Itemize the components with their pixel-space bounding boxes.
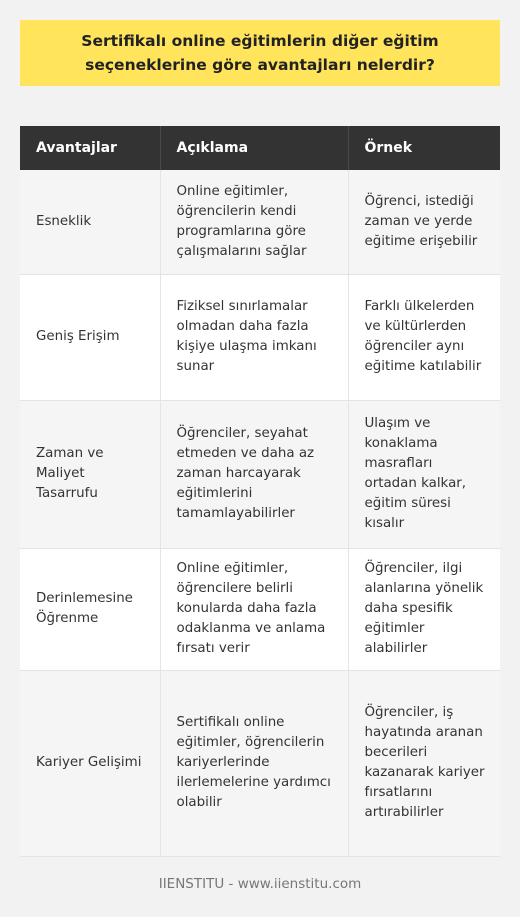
table-row — [20, 670, 500, 856]
footer-credit: IIENSTITU - www.iienstitu.com — [158, 876, 362, 892]
column-header-example: Örnek — [348, 126, 500, 170]
example-cell: Farklı ülkelerden ve kültürlerden öğrenciler aynı eğitime katılabilir — [348, 274, 500, 400]
table-row — [20, 548, 500, 670]
column-header-description: Açıklama — [160, 126, 348, 170]
advantage-cell: Derinlemesine Öğrenme — [20, 548, 160, 670]
advantages-table — [20, 126, 500, 857]
table-row — [20, 170, 500, 274]
description-cell: Sertifikalı online eğitimler, öğrencilerin kariyerlerinde ilerlemelerine yardımcı olabilir — [160, 670, 348, 856]
example-cell: Öğrenci, istediği zaman ve yerde eğitime erişebilir — [348, 170, 500, 274]
advantage-cell: Geniş Erişim — [20, 274, 160, 400]
example-cell: Öğrenciler, ilgi alanlarına yönelik daha spesifik eğitimler alabilirler — [348, 548, 500, 670]
advantage-cell: Kariyer Gelişimi — [20, 670, 160, 856]
title-banner — [20, 20, 500, 86]
table-header-row — [20, 126, 500, 170]
page-title: Sertifikalı online eğitimlerin diğer eğitim seçeneklerine göre avantajları nelerdir? — [81, 32, 439, 74]
example-cell: Öğrenciler, iş hayatında aranan becerileri kazanarak kariyer fırsatlarını artırabilirler — [348, 670, 500, 856]
table-row — [20, 274, 500, 400]
column-header-advantages: Avantajlar — [20, 126, 160, 170]
description-cell: Online eğitimler, öğrencilere belirli konularda daha fazla odaklanma ve anlama fırsatı verir — [160, 548, 348, 670]
description-cell: Fiziksel sınırlamalar olmadan daha fazla kişiye ulaşma imkanı sunar — [160, 274, 348, 400]
example-cell: Ulaşım ve konaklama masrafları ortadan kalkar, eğitim süresi kısalır — [348, 400, 500, 548]
description-cell: Online eğitimler, öğrencilerin kendi programlarına göre çalışmalarını sağlar — [160, 170, 348, 274]
advantage-cell: Zaman ve Maliyet Tasarrufu — [20, 400, 160, 548]
description-cell: Öğrenciler, seyahat etmeden ve daha az zaman harcayarak eğitimlerini tamamlayabilirler — [160, 400, 348, 548]
table-row — [20, 400, 500, 548]
advantage-cell: Esneklik — [20, 170, 160, 274]
